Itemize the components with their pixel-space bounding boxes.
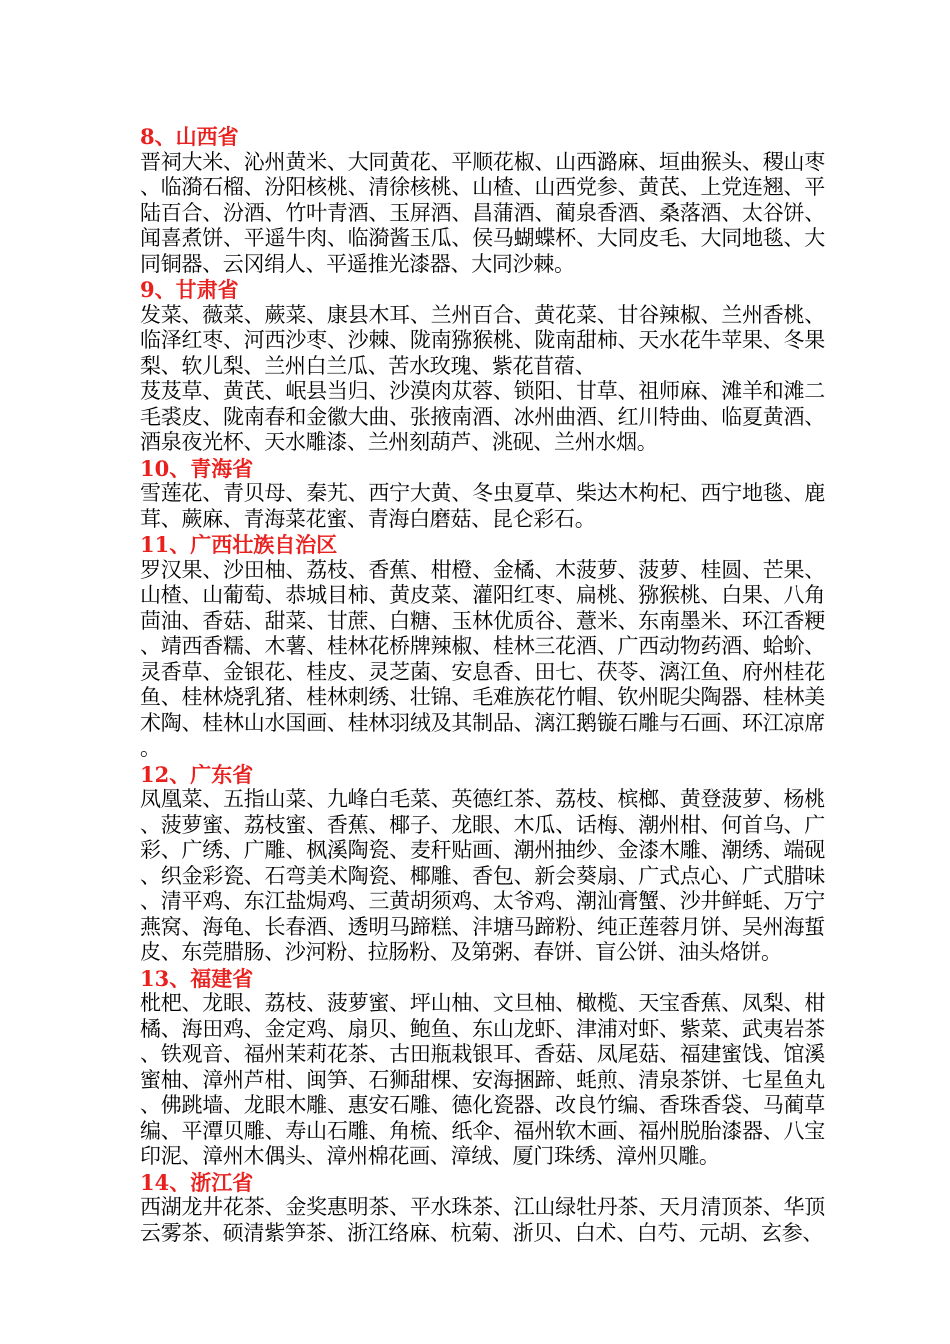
section-shanxi [140, 124, 825, 277]
section-zhejiang [140, 1170, 825, 1247]
section-heading: 14、浙江省 [140, 1169, 254, 1195]
section-heading: 9、甘肃省 [140, 277, 239, 302]
section-heading: 13、福建省 [140, 965, 254, 991]
section-paragraph: 西湖龙井花茶、金奖惠明茶、平水珠茶、江山绿牡丹茶、天月清顶茶、华顶云雾茶、硕清紫笋茶、浙江络麻、杭菊、浙贝、白术、白芍、元胡、玄参、 [140, 1195, 825, 1245]
section-guangxi [140, 532, 825, 762]
section-paragraph: 发菜、薇菜、蕨菜、康县木耳、兰州百合、黄花菜、甘谷辣椒、兰州香桃、临泽红枣、河西沙枣、沙棘、陇南猕猴桃、陇南甜柿、天水花牛苹果、冬果梨、软儿梨、兰州白兰瓜、苦水玫瑰、紫花苜蓿、 [140, 302, 825, 378]
document-page [140, 124, 825, 1246]
section-gansu [140, 277, 825, 456]
section-paragraph: 芨芨草、黄芪、岷县当归、沙漠肉苁蓉、锁阳、甘草、祖师麻、滩羊和滩二毛裘皮、陇南春和金徽大曲、张掖南酒、冰州曲酒、红川特曲、临夏黄酒、酒泉夜光杯、天水雕漆、兰州刻葫芦、洮砚、兰州水烟。 [140, 379, 825, 454]
section-paragraph: 雪莲花、青贝母、秦艽、西宁大黄、冬虫夏草、柴达木枸杞、西宁地毯、鹿茸、蕨麻、青海菜花蜜、青海白磨菇、昆仑彩石。 [140, 481, 825, 531]
section-qinghai [140, 456, 825, 533]
section-guangdong [140, 762, 825, 966]
section-paragraph: 凤凰菜、五指山菜、九峰白毛菜、英德红茶、荔枝、槟榔、黄登菠萝、杨桃、菠萝蜜、荔枝蜜、香蕉、椰子、龙眼、木瓜、话梅、潮州柑、何首乌、广彩、广绣、广雕、枫溪陶瓷、麦秆贴画、潮州抽纱、金漆木雕、潮绣、端砚、织金彩瓷、石弯美术陶瓷、椰雕、香包、新会葵扇、广式点心、广式腊味、清平鸡、东江盐焗鸡、三黄胡须鸡、太爷鸡、潮汕膏蟹、沙井鲜蚝、万宁燕窝、海龟、长春酒、透明马蹄糕、沣塘马蹄粉、纯正莲蓉月饼、吴州海蜇皮、东莞腊肠、沙河粉、拉肠粉、及第粥、春饼、盲公饼、油头烙饼。 [140, 787, 825, 964]
section-paragraph: 罗汉果、沙田柚、荔枝、香蕉、柑橙、金橘、木菠萝、菠萝、桂圆、芒果、山楂、山葡萄、恭城目柿、黄皮菜、灌阳红枣、扁桃、猕猴桃、白果、八角茴油、香菇、甜菜、甘蔗、白糖、玉林优质谷、薏米、东南墨米、环江香粳、靖西香糯、木薯、桂林花桥牌辣椒、桂林三花酒、广西动物药酒、蛤蚧、灵香草、金银花、桂皮、灵芝菌、安息香、田七、茯苓、漓江鱼、府州桂花鱼、桂林烧乳猪、桂林刺绣、壮锦、毛难族花竹帽、钦州昵尖陶器、桂林美术陶、桂林山水国画、桂林羽绒及其制品、漓江鹅镟石雕与石画、环江凉席。 [140, 557, 825, 760]
section-heading: 8、山西省 [140, 124, 239, 149]
section-paragraph: 枇杷、龙眼、荔枝、菠萝蜜、坪山柚、文旦柚、橄榄、天宝香蕉、凤梨、柑橘、海田鸡、金定鸡、扇贝、鲍鱼、东山龙虾、津浦对虾、紫菜、武夷岩茶、铁观音、福州茉莉花茶、古田瓶栽银耳、香菇、凤尾菇、福建蜜饯、馆溪蜜柚、漳州芦柑、闽笋、石狮甜棵、安海捆蹄、蚝煎、清泉茶饼、七星鱼丸、佛跳墙、龙眼木雕、惠安石雕、德化瓷器、改良竹编、香珠香袋、马蔺草编、平潭贝雕、寿山石雕、角梳、纸伞、福州软木画、福州脱胎漆器、八宝印泥、漳州木偶头、漳州棉花画、漳绒、厦门珠绣、漳州贝雕。 [140, 991, 825, 1168]
section-heading: 11、广西壮族自治区 [140, 532, 338, 557]
section-paragraph: 晋祠大米、沁州黄米、大同黄花、平顺花椒、山西潞麻、垣曲猴头、稷山枣、临漪石榴、汾阳核桃、清徐核桃、山楂、山西党参、黄芪、上党连翘、平陆百合、汾酒、竹叶青酒、玉屏酒、昌蒲酒、蔺泉香酒、桑落酒、太谷饼、闻喜煮饼、平遥牛肉、临漪酱玉瓜、侯马蝴蝶杯、大同皮毛、大同地毯、大同铜器、云冈绢人、平遥推光漆器、大同沙棘。 [140, 149, 825, 276]
section-heading: 10、青海省 [140, 455, 254, 481]
section-fujian [140, 966, 825, 1170]
section-heading: 12、广东省 [140, 761, 254, 787]
